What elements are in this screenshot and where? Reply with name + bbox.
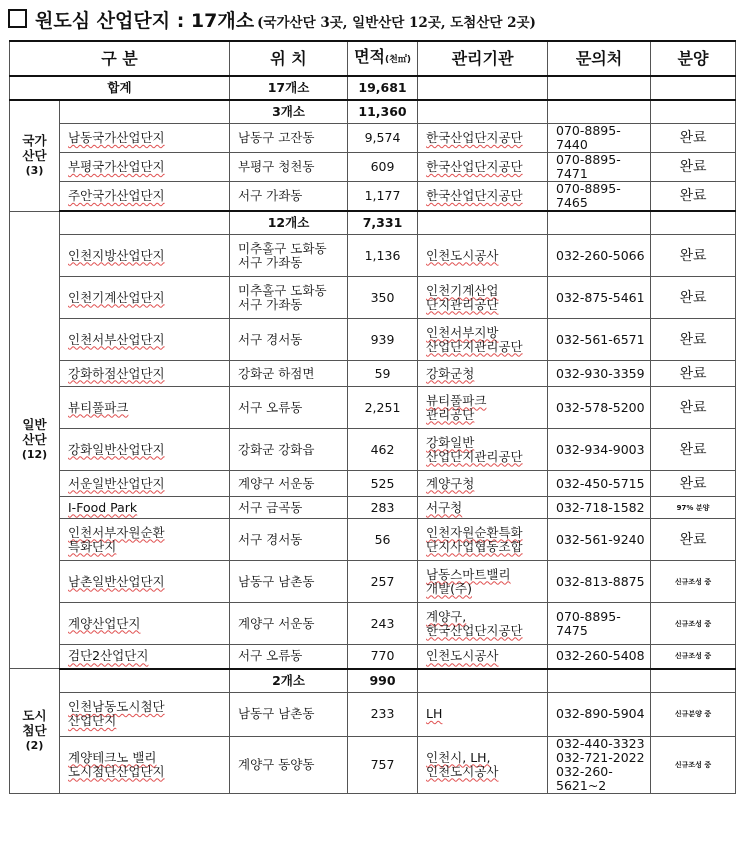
complex-sale-status: 완료	[651, 182, 736, 212]
header-sale: 분양	[651, 41, 736, 76]
complex-name: 부평국가산업단지	[60, 153, 230, 182]
table-row	[10, 561, 736, 603]
complex-agency: 강화일반 산업단지관리공단	[418, 429, 548, 471]
complex-contact: 032-930-3359	[548, 361, 651, 387]
complex-area: 257	[348, 561, 418, 603]
complex-sale-status: 완료	[651, 235, 736, 277]
complex-name: 강화일반산업단지	[60, 429, 230, 471]
complex-area: 770	[348, 645, 418, 669]
complex-sale-status: 완료	[651, 277, 736, 319]
complex-location: 서구 경서동	[230, 319, 348, 361]
complex-name: 서운일반산업단지	[60, 471, 230, 497]
complex-name: I-Food Park	[60, 497, 230, 519]
complex-location: 계양구 서운동	[230, 603, 348, 645]
table-row	[10, 736, 736, 793]
subtotal-row	[10, 669, 736, 693]
header-row	[10, 41, 736, 76]
group-name-line1: 일반	[22, 417, 47, 433]
complex-name: 인천기계산업단지	[60, 277, 230, 319]
complex-location: 계양구 동양동	[230, 736, 348, 793]
subtotal-area: 990	[348, 669, 418, 693]
complex-area: 757	[348, 736, 418, 793]
complex-name: 계양테크노 밸리 도시첨단산업단지	[60, 736, 230, 793]
complex-contact: 070-8895-7440	[548, 124, 651, 153]
complex-contact: 032-813-8875	[548, 561, 651, 603]
checkbox-square-icon	[8, 9, 27, 28]
complex-sale-status: 완료	[651, 319, 736, 361]
complex-contact: 032-450-5715	[548, 471, 651, 497]
complex-location: 부평구 청천동	[230, 153, 348, 182]
complex-contact: 032-578-5200	[548, 387, 651, 429]
complex-area: 939	[348, 319, 418, 361]
complex-location: 서구 가좌동	[230, 182, 348, 212]
total-row	[10, 76, 736, 100]
complex-contact: 032-934-9003	[548, 429, 651, 471]
complex-agency: 남동스마트밸리 개발(주)	[418, 561, 548, 603]
complex-contact: 070-8895-7475	[548, 603, 651, 645]
complex-agency: 인천서부지방 산업단지관리공단	[418, 319, 548, 361]
complex-sale-status: 신규조성 중	[651, 736, 736, 793]
total-label: 합계	[10, 76, 230, 100]
complex-area: 462	[348, 429, 418, 471]
complex-contact: 032-718-1582	[548, 497, 651, 519]
complex-agency: 계양구, 한국산업단지공단	[418, 603, 548, 645]
table-row	[10, 429, 736, 471]
group-label	[10, 100, 60, 211]
complex-area: 283	[348, 497, 418, 519]
group-name-line1: 국가	[22, 133, 47, 149]
complex-area: 243	[348, 603, 418, 645]
complex-name: 인천남동도시첨단 산업단지	[60, 692, 230, 736]
subtotal-row	[10, 211, 736, 235]
group-name-line2: 산단	[22, 148, 47, 164]
complex-area: 525	[348, 471, 418, 497]
table-row	[10, 182, 736, 212]
complex-sale-status: 신규조성 중	[651, 561, 736, 603]
complex-location: 남동구 남촌동	[230, 561, 348, 603]
group-count: (12)	[21, 448, 48, 462]
complex-location: 서구 금곡동	[230, 497, 348, 519]
complex-area: 59	[348, 361, 418, 387]
complex-sale-status: 완료	[651, 124, 736, 153]
complex-name: 인천지방산업단지	[60, 235, 230, 277]
subtotal-count: 12개소	[230, 211, 348, 235]
complex-agency: 한국산업단지공단	[418, 153, 548, 182]
complex-area: 2,251	[348, 387, 418, 429]
complex-agency: 한국산업단지공단	[418, 124, 548, 153]
group-label	[10, 669, 60, 794]
table-row	[10, 235, 736, 277]
group-name-line2: 산단	[22, 432, 47, 448]
complex-contact: 070-8895-7465	[548, 182, 651, 212]
complex-name: 남촌일반산업단지	[60, 561, 230, 603]
complex-sale-status: 완료	[651, 387, 736, 429]
subtotal-count: 3개소	[230, 100, 348, 124]
complex-location: 남동구 남촌동	[230, 692, 348, 736]
complex-contact: 032-890-5904	[548, 692, 651, 736]
subtotal-row	[10, 100, 736, 124]
table-row	[10, 361, 736, 387]
complex-location: 서구 경서동	[230, 519, 348, 561]
header-agency: 관리기관	[418, 41, 548, 76]
complex-agency: 인천시, LH, 인천도시공사	[418, 736, 548, 793]
table-row	[10, 692, 736, 736]
complex-name: 강화하점산업단지	[60, 361, 230, 387]
complex-contact: 032-561-6571	[548, 319, 651, 361]
complex-sale-status: 신규조성 중	[651, 603, 736, 645]
complex-location: 미추홀구 도화동 서구 가좌동	[230, 235, 348, 277]
document-title	[8, 6, 536, 34]
group-label	[10, 211, 60, 669]
industrial-complex-table	[9, 40, 736, 794]
subtotal-area: 11,360	[348, 100, 418, 124]
complex-sale-status: 신규조성 중	[651, 645, 736, 669]
table-row	[10, 277, 736, 319]
complex-area: 233	[348, 692, 418, 736]
complex-agency: 서구청	[418, 497, 548, 519]
complex-name: 검단2산업단지	[60, 645, 230, 669]
complex-sale-status: 97% 분양	[651, 497, 736, 519]
complex-name: 주안국가산업단지	[60, 182, 230, 212]
table-row	[10, 153, 736, 182]
complex-sale-status: 완료	[651, 429, 736, 471]
complex-contact: 032-260-5066	[548, 235, 651, 277]
table-row	[10, 387, 736, 429]
complex-area: 350	[348, 277, 418, 319]
total-count: 17개소	[230, 76, 348, 100]
table-row	[10, 471, 736, 497]
group-name-line2: 첨단	[22, 723, 47, 739]
group-name-line1: 도시	[22, 708, 47, 724]
complex-sale-status: 완료	[651, 519, 736, 561]
complex-location: 계양구 서운동	[230, 471, 348, 497]
complex-sale-status: 완료	[651, 471, 736, 497]
table-row	[10, 645, 736, 669]
complex-sale-status: 완료	[651, 361, 736, 387]
table-row	[10, 319, 736, 361]
complex-agency: LH	[418, 692, 548, 736]
complex-area: 56	[348, 519, 418, 561]
complex-area: 609	[348, 153, 418, 182]
complex-name: 뷰티풀파크	[60, 387, 230, 429]
table-row	[10, 519, 736, 561]
table-row	[10, 603, 736, 645]
complex-name: 남동국가산업단지	[60, 124, 230, 153]
complex-contact: 032-561-9240	[548, 519, 651, 561]
table-row	[10, 497, 736, 519]
header-area-unit: (천㎡)	[385, 55, 411, 65]
complex-contact: 032-875-5461	[548, 277, 651, 319]
header-area: 면적(천㎡)	[348, 41, 418, 76]
subtotal-area: 7,331	[348, 211, 418, 235]
complex-contact: 032-440-3323 032-721-2022 032-260-5621~2	[548, 736, 651, 793]
table-row	[10, 124, 736, 153]
complex-agency: 한국산업단지공단	[418, 182, 548, 212]
complex-location: 남동구 고잔동	[230, 124, 348, 153]
complex-location: 강화군 하점면	[230, 361, 348, 387]
complex-location: 강화군 강화읍	[230, 429, 348, 471]
group-count: (3)	[25, 164, 44, 178]
title-subtitle: (국가산단 3곳, 일반산단 12곳, 도첨산단 2곳)	[257, 15, 536, 31]
total-area: 19,681	[348, 76, 418, 100]
header-location: 위 치	[230, 41, 348, 76]
group-count: (2)	[25, 739, 44, 753]
complex-sale-status: 완료	[651, 153, 736, 182]
complex-contact: 032-260-5408	[548, 645, 651, 669]
subtotal-count: 2개소	[230, 669, 348, 693]
header-contact: 문의처	[548, 41, 651, 76]
complex-name: 인천서부산업단지	[60, 319, 230, 361]
complex-location: 서구 오류동	[230, 387, 348, 429]
title-main: 원도심 산업단지 : 17개소	[35, 10, 255, 32]
complex-sale-status: 신규분양 중	[651, 692, 736, 736]
complex-location: 서구 오류동	[230, 645, 348, 669]
complex-area: 1,177	[348, 182, 418, 212]
complex-agency: 강화군청	[418, 361, 548, 387]
complex-agency: 뷰티풀파크 관리공단	[418, 387, 548, 429]
complex-agency: 인천자원순환특화 단지사업협동조합	[418, 519, 548, 561]
complex-agency: 인천도시공사	[418, 235, 548, 277]
complex-agency: 인천기계산업 단지관리공단	[418, 277, 548, 319]
complex-area: 9,574	[348, 124, 418, 153]
complex-name: 계양산업단지	[60, 603, 230, 645]
complex-location: 미추홀구 도화동 서구 가좌동	[230, 277, 348, 319]
header-category: 구 분	[10, 41, 230, 76]
complex-agency: 인천도시공사	[418, 645, 548, 669]
complex-contact: 070-8895-7471	[548, 153, 651, 182]
complex-name: 인천서부자원순환 특화단지	[60, 519, 230, 561]
complex-agency: 계양구청	[418, 471, 548, 497]
complex-area: 1,136	[348, 235, 418, 277]
